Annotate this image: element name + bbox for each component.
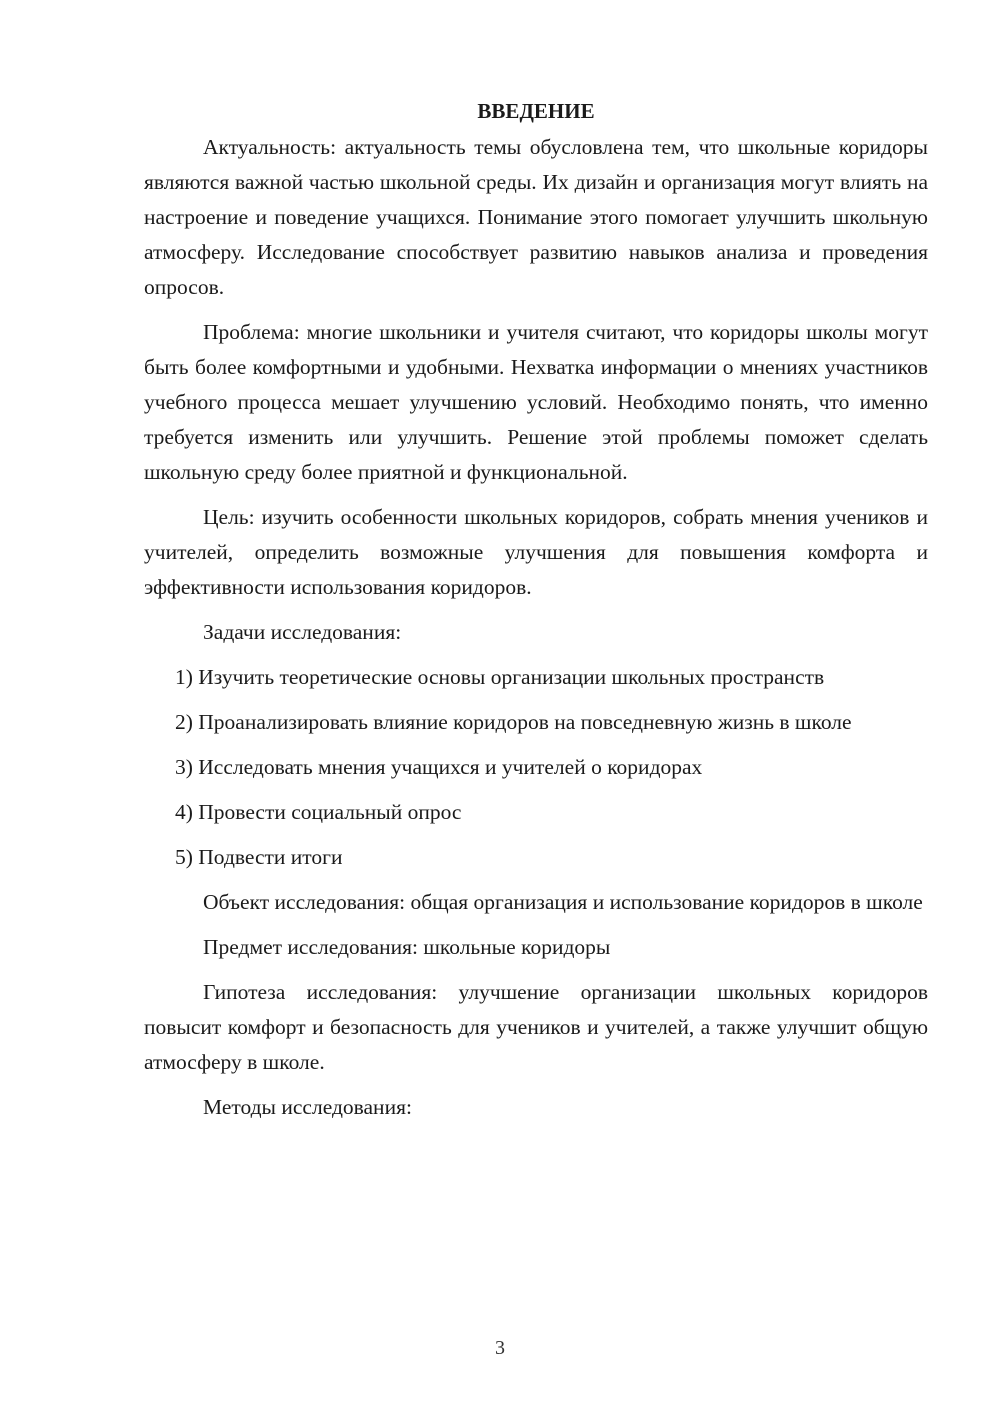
document-page bbox=[144, 96, 928, 1135]
task-item: 5) Подвести итоги bbox=[175, 845, 343, 869]
task-item: 4) Провести социальный опрос bbox=[175, 800, 462, 824]
paragraph-hypothesis: Гипотеза исследования: улучшение организации школьных коридоров повысит комфорт и безопасность для учеников и учителей, а также улучшит общую атмосферу в школе. bbox=[144, 980, 928, 1074]
task-item: 1) Изучить теоретические основы организации школьных пространств bbox=[175, 665, 825, 689]
section-heading: ВВЕДЕНИЕ bbox=[477, 99, 595, 123]
paragraph-tasks-heading: Задачи исследования: bbox=[203, 620, 402, 644]
task-item: 2) Проанализировать влияние коридоров на повседневную жизнь в школе bbox=[175, 710, 852, 734]
paragraph-subject: Предмет исследования: школьные коридоры bbox=[203, 935, 611, 959]
task-item: 3) Исследовать мнения учащихся и учителей о коридорах bbox=[175, 755, 703, 779]
paragraph-problem: Проблема: многие школьники и учителя считают, что коридоры школы могут быть более комфортными и удобными. Нехватка информации о мнениях участников учебного процесса мешает улучшению условий. Необходимо понять, что именно требуется изменить или улучшить. Решение этой проблемы поможет сделать школьную среду более приятной и функциональной. bbox=[144, 320, 928, 484]
paragraph-goal: Цель: изучить особенности школьных коридоров, собрать мнения учеников и учителей, определить возможные улучшения для повышения комфорта и эффективности использования коридоров. bbox=[144, 505, 928, 599]
paragraph-methods: Методы исследования: bbox=[203, 1095, 412, 1119]
paragraph-object: Объект исследования: общая организация и использование коридоров в школе bbox=[203, 890, 923, 914]
paragraph-relevance: Актуальность: актуальность темы обусловлена тем, что школьные коридоры являются важной частью школьной среды. Их дизайн и организация могут влиять на настроение и поведение учащихся. Понимание этого помогает улучшить школьную атмосферу. Исследование способствует развитию навыков анализа и проведения опросов. bbox=[144, 135, 928, 299]
page-number: 3 bbox=[495, 1337, 505, 1359]
